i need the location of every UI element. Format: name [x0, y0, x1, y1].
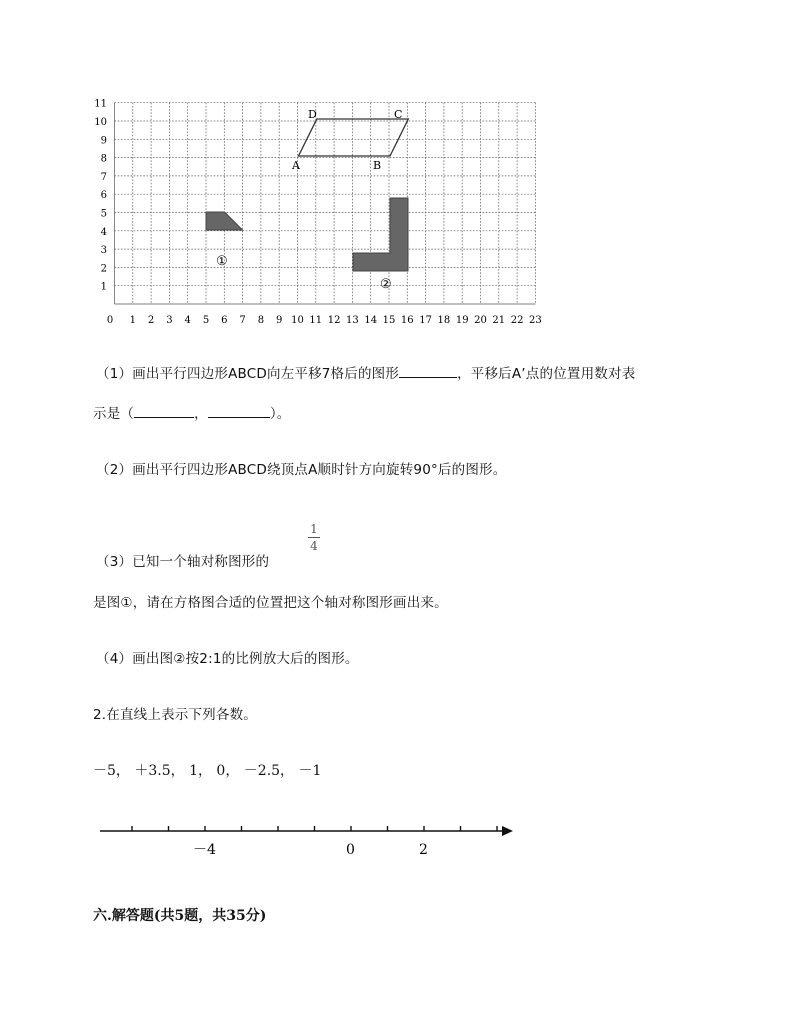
x-axis-label: 17: [419, 315, 432, 326]
y-axis-label: 5: [100, 208, 107, 220]
number-line-label-zero: 0: [346, 842, 355, 858]
x-axis-label: 3: [166, 315, 173, 326]
answer-blank-2[interactable]: [134, 403, 194, 418]
y-axis-label: 2: [100, 263, 107, 275]
y-axis-labels: [94, 99, 107, 293]
x-axis-label: 8: [257, 315, 265, 326]
y-axis-label: 9: [100, 135, 107, 147]
x-axis-label: 20: [474, 315, 487, 326]
y-axis-label: 6: [100, 190, 107, 202]
x-axis-label: 21: [492, 315, 506, 326]
x-axis-label: 18: [437, 315, 451, 326]
question-1: [96, 362, 635, 382]
question-2: （2）画出平行四边形ABCD绕顶点A顺时针方向旋转90°后的图形。: [96, 462, 507, 478]
y-axis-label: 10: [94, 117, 107, 128]
question-4: （4）画出图②按2:1的比例放大后的图形。: [96, 651, 359, 667]
x-axis-label: 1: [129, 315, 136, 326]
vertex-c-label: C: [394, 108, 403, 121]
x-axis-label: 7: [239, 315, 246, 326]
answer-blank-3[interactable]: [208, 403, 270, 418]
question-1-text-a: （1）画出平行四边形ABCD向左平移7格后的图形: [96, 366, 400, 382]
x-axis-label: 5: [202, 315, 210, 326]
vertex-d-label: D: [308, 108, 317, 121]
x-axis-label: 6: [221, 315, 228, 326]
y-axis-label: 1: [100, 281, 107, 293]
y-axis-label: 8: [100, 153, 107, 165]
shape-1: [206, 212, 243, 230]
x-axis-label: 2: [147, 315, 155, 326]
fraction-one-quarter: [308, 522, 320, 553]
parallelogram-abcd: [299, 119, 409, 156]
question-1-line-2: [93, 402, 290, 422]
fraction-denominator: 4: [310, 539, 318, 553]
question-1-separator: ，: [194, 406, 208, 422]
x-axis-label: 0: [106, 315, 114, 326]
question-3-text-a: （3）已知一个轴对称图形的: [96, 554, 270, 570]
question-1-end: ）。: [269, 406, 291, 422]
section-6-title: 六.解答题(共5题，共35分): [93, 908, 267, 924]
x-axis-label: 14: [364, 315, 378, 326]
vertex-a-label: A: [292, 159, 300, 172]
problem-2-numbers: －5， ＋3.5， 1， 0， －2.5， －1: [93, 763, 322, 779]
fraction-bar: [308, 537, 320, 538]
number-line-arrow: [502, 826, 513, 836]
question-3-text-b: 是图①，请在方格图合适的位置把这个轴对称图形画出来。: [93, 595, 448, 611]
x-axis-label: 10: [291, 315, 304, 326]
x-axis-label: 22: [510, 315, 524, 326]
x-axis-label: 19: [455, 315, 469, 326]
number-line-label-neg4: －4: [193, 842, 216, 858]
x-axis-labels: [107, 315, 542, 326]
y-axis-label: 11: [94, 98, 107, 110]
x-axis-label: 15: [382, 315, 396, 326]
y-axis-label: 4: [100, 226, 107, 238]
shape-2-label: ②: [380, 277, 392, 292]
grid-lines: [115, 103, 536, 304]
coordinate-grid: [88, 92, 558, 332]
fraction-numerator: 1: [310, 522, 318, 536]
y-axis-label: 7: [100, 171, 107, 183]
number-line: [96, 818, 521, 863]
y-axis-label: 3: [100, 245, 107, 257]
x-axis-label: 11: [309, 315, 323, 326]
x-axis-label: 16: [400, 315, 414, 326]
x-axis-label: 12: [327, 315, 341, 326]
shape-1-label: ①: [216, 254, 228, 269]
problem-2-title: 2.在直线上表示下列各数。: [93, 707, 257, 723]
shape-2: [353, 198, 408, 271]
x-axis-label: 13: [346, 315, 359, 326]
answer-blank-1[interactable]: [399, 363, 457, 378]
x-axis-label: 9: [276, 315, 283, 326]
x-axis-label: 4: [184, 315, 191, 326]
question-1-text-c: 示是（: [93, 406, 135, 422]
number-line-label-two: 2: [419, 842, 428, 858]
question-1-text-b: ，平移后A’点的位置用数对表: [457, 366, 636, 382]
x-axis-label: 23: [529, 315, 542, 326]
vertex-b-label: B: [373, 159, 382, 172]
